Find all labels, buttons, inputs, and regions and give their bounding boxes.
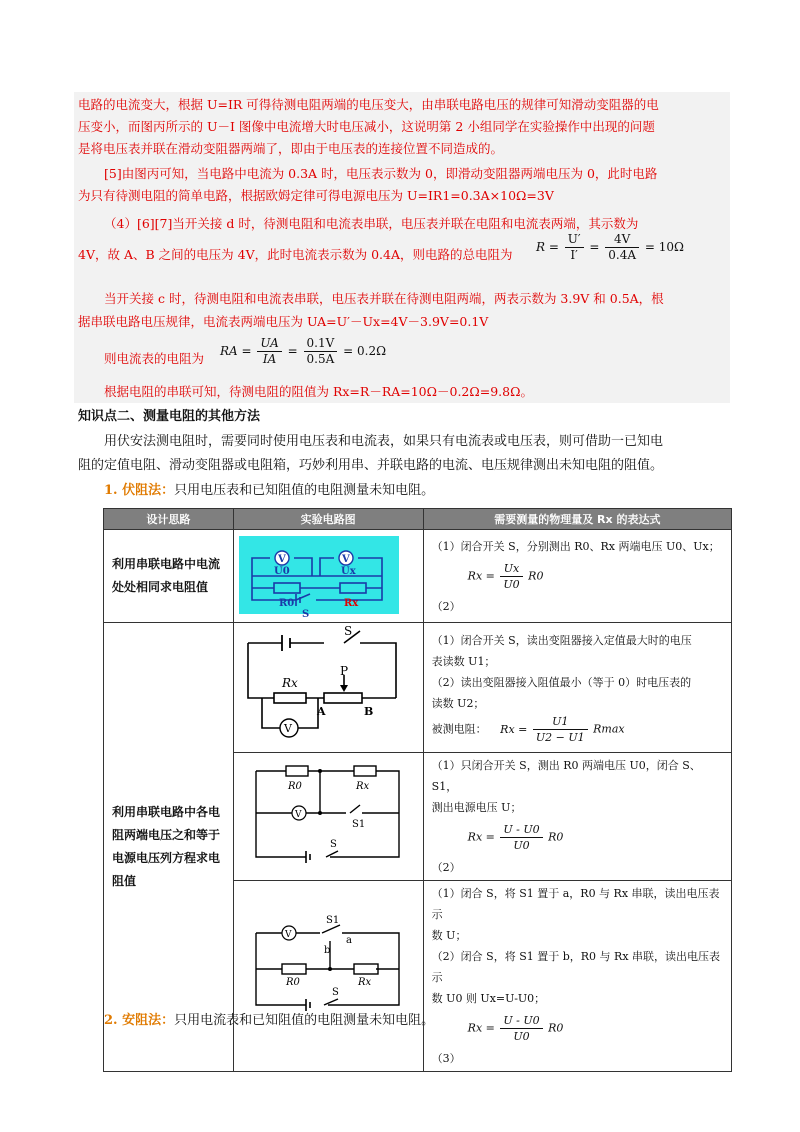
label-b: B xyxy=(363,705,373,718)
step-text: （1）闭合开关 S，读出变阻器接入定值最大时的电压 xyxy=(431,634,692,647)
formula-tail: R0 xyxy=(548,1021,564,1035)
label-ux: Ux xyxy=(340,566,356,577)
step-text: 读数 U2； xyxy=(431,697,485,710)
formula-lhs: RA = xyxy=(220,344,252,358)
table-row xyxy=(104,623,732,753)
circuit-diagram-1 xyxy=(234,530,422,619)
circuit-diagram-3 xyxy=(234,761,422,870)
answer-line: 电路的电流变大，根据 U=IR 可得待测电阻两端的电压变大，由串联电路电压的规律可知滑动变阻器的电 xyxy=(78,97,659,112)
label-p: P xyxy=(339,664,348,678)
circuit-cell xyxy=(233,881,423,1072)
circuit-cell xyxy=(233,623,423,753)
circuit-diagram-4 xyxy=(234,901,422,1049)
formula-tail: Rmax xyxy=(593,722,625,736)
paragraph-line: 阻的定值电阻、滑动变阻器或电阻箱，巧妙利用串、并联电路的电流、电压规律测出未知电阻的阻值。 xyxy=(78,458,664,473)
column-header: 实验电路图 xyxy=(233,509,423,530)
label-switch: S xyxy=(331,986,339,998)
formula-rhs: = 10Ω xyxy=(644,240,684,254)
label-u0: U0 xyxy=(273,566,290,577)
step-text: 被测电阻： xyxy=(431,722,487,736)
column-header: 设计思路 xyxy=(104,509,234,530)
step-text: 数 U； xyxy=(431,929,467,942)
method-text: 只用电压表和已知阻值的电阻测量未知电阻。 xyxy=(174,483,435,498)
section-heading: 知识点二、测量电阻的其他方法 xyxy=(78,409,261,424)
answer-line: 是将电压表并联在滑动变阻器两端了，即由于电压表的连接位置不同造成的。 xyxy=(78,141,504,156)
formula-lhs: Rx = xyxy=(500,722,528,736)
answer-line: 为只有待测电阻的简单电路，根据欧姆定律可得电源电压为 U=IR1=0.3A×10Ω=3V xyxy=(78,188,554,203)
answer-line: 4V，故 A、B 之间的电压为 4V，此时电流表示数为 0.4A，则电路的总电阻为 xyxy=(78,247,513,262)
formula-num: 4V xyxy=(605,232,639,248)
formula-num: U - U0 xyxy=(500,1013,542,1029)
voltmeter-icon: V xyxy=(277,554,286,565)
answer-line: 压变小，而图丙所示的 U－I 图像中电流增大时电压减小，这说明第 2 小组同学在实验操作中出现的问题 xyxy=(78,119,655,134)
table-row xyxy=(104,530,732,623)
formula-lhs: Rx = xyxy=(467,1021,495,1035)
expression-cell xyxy=(423,753,731,881)
label-rx: Rx xyxy=(281,676,298,690)
formula-num: U′ xyxy=(565,232,584,248)
label-s1: S1 xyxy=(325,914,339,926)
formula-den: I′ xyxy=(570,248,578,262)
step-text: （1）只闭合开关 S，测出 R0 两端电压 U0，闭合 S、S1， xyxy=(431,759,701,793)
step-text: （1）闭合 S，将 S1 置于 a，R0 与 Rx 串联，读出电压表示 xyxy=(431,887,720,921)
circuit-cell xyxy=(233,530,423,623)
label-r0: R0 xyxy=(278,598,294,609)
design-idea-cell: 利用串联电路中电流处处相同求电阻值 xyxy=(104,530,234,623)
rx-formula xyxy=(468,561,723,592)
ammeter-resistance-formula xyxy=(220,336,386,367)
method-label: 1. 伏阻法： xyxy=(104,483,175,498)
answer-line: 据串联电路电压规律，电流表两端电压为 UA=U′－Ux=4V－3.9V=0.1V xyxy=(78,314,489,329)
step-text: （2） xyxy=(431,599,461,613)
formula-den: 0.5A xyxy=(306,352,335,366)
circuit-cell xyxy=(233,753,423,881)
formula-tail: R0 xyxy=(548,830,564,844)
label-b: b xyxy=(323,944,331,956)
step-text: 表读数 U1； xyxy=(431,655,496,668)
method-text: 只用电流表和已知阻值的电阻测量未知电阻。 xyxy=(174,1013,435,1028)
label-switch: S xyxy=(343,624,352,638)
rx-formula xyxy=(432,714,723,745)
formula-eq: = xyxy=(287,344,298,358)
table-header-row xyxy=(104,509,732,530)
formula-rhs: = 0.2Ω xyxy=(343,344,387,358)
label-a: a xyxy=(345,934,352,946)
total-resistance-formula xyxy=(536,232,684,263)
formula-den: U2 − U1 xyxy=(535,731,585,744)
voltmeter-icon: V xyxy=(283,722,292,735)
formula-den: U0 xyxy=(513,1030,530,1043)
voltmeter-icon: V xyxy=(294,809,302,820)
label-switch: S xyxy=(301,609,309,619)
paragraph-line: 用伏安法测电阻时，需要同时使用电压表和电流表，如果只有电流表或电压表，则可借助一已知电 xyxy=(104,434,664,449)
answer-line: （4）[6][7]当开关接 d 时，待测电阻和电流表串联，电压表并联在电阻和电流表两端，其示数为 xyxy=(104,216,639,231)
formula-lhs: Rx = xyxy=(467,830,495,844)
rx-formula xyxy=(468,1013,723,1044)
step-text: （3） xyxy=(431,1052,461,1065)
answer-line: 当开关接 c 时，待测电阻和电流表串联，电压表并联在待测电阻两端，两表示数为 3.9V 和 0.5A，根 xyxy=(104,291,664,306)
label-s1: S1 xyxy=(351,818,365,830)
step-text: （2）读出变阻器接入阻值最小（等于 0）时电压表的 xyxy=(431,676,692,689)
formula-eq: = xyxy=(589,240,600,254)
expression-cell xyxy=(423,530,731,623)
methods-table xyxy=(103,508,732,1072)
formula-lhs: Rx = xyxy=(467,569,495,582)
rx-formula xyxy=(468,822,723,853)
label-rx: Rx xyxy=(357,976,371,988)
formula-den: U0 xyxy=(513,839,530,852)
formula-num: U - U0 xyxy=(500,822,542,838)
formula-num: U1 xyxy=(533,714,588,730)
formula-den: U0 xyxy=(503,577,520,591)
step-text: （1）闭合开关 S，分别测出 R0、Rx 两端电压 U0、Ux； xyxy=(431,539,720,553)
label-a: A xyxy=(316,705,326,718)
expression-cell xyxy=(423,881,731,1072)
formula-num: UA xyxy=(257,336,281,352)
voltmeter-icon: V xyxy=(284,929,292,940)
formula-num: Ux xyxy=(500,561,522,577)
column-header: 需要测量的物理量及 Rx 的表达式 xyxy=(423,509,731,530)
label-r0: R0 xyxy=(287,780,302,792)
answer-line: 根据电阻的串联可知，待测电阻的阻值为 Rx=R－RA=10Ω－0.2Ω=9.8Ω。 xyxy=(104,384,533,399)
expression-cell xyxy=(423,623,731,753)
label-rx: Rx xyxy=(355,780,369,792)
label-rx: Rx xyxy=(343,598,358,609)
answer-line: [5]由图丙可知，当电路中电流为 0.3A 时，电压表示数为 0，即滑动变阻器两端电压为 0，此时电路 xyxy=(104,166,658,181)
step-text: 测出电源电压 U； xyxy=(431,801,522,814)
circuit-diagram-2 xyxy=(234,623,422,749)
formula-den: IA xyxy=(262,352,277,366)
voltmeter-icon: V xyxy=(341,554,350,565)
label-switch: S xyxy=(329,838,337,850)
formula-lhs: R = xyxy=(536,240,559,254)
step-text: 数 U0 则 Ux=U-U0； xyxy=(431,992,546,1005)
formula-num: 0.1V xyxy=(304,336,338,352)
formula-tail: R0 xyxy=(528,569,544,582)
method-1-title xyxy=(104,480,434,502)
step-text: （2） xyxy=(431,861,461,874)
answer-line: 则电流表的电阻为 xyxy=(104,351,205,366)
step-text: （2）闭合 S，将 S1 置于 b，R0 与 Rx 串联，读出电压表示 xyxy=(431,950,721,984)
formula-den: 0.4A xyxy=(608,248,637,262)
method-label: 2. 安阻法： xyxy=(104,1013,175,1028)
design-idea-cell: 利用串联电路中各电阻两端电压之和等于电源电压列方程求电阻值 xyxy=(104,623,234,1072)
label-r0: R0 xyxy=(285,976,300,988)
answer-block xyxy=(74,92,730,403)
